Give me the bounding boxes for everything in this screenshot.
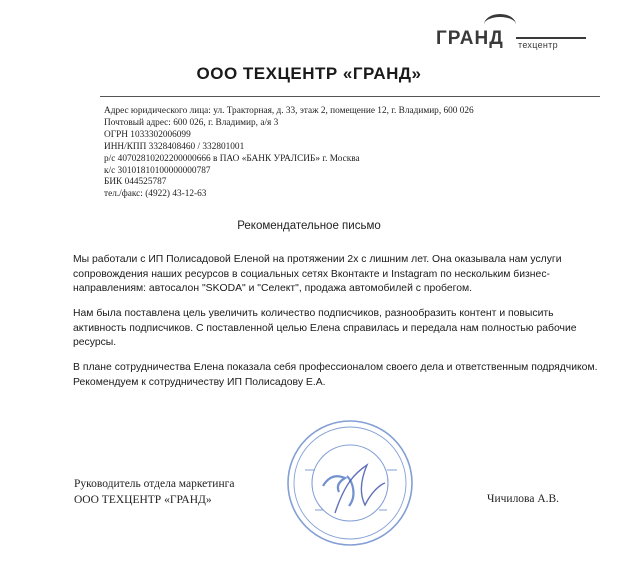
company-seal-stamp — [285, 418, 415, 548]
requisite-line: Адрес юридического лица: ул. Тракторная, д. 33, этаж 2, помещение 12, г. Владимир, 600 026 — [104, 106, 474, 116]
letterhead-divider — [100, 96, 600, 97]
logo-sub-text: техцентр — [518, 40, 558, 50]
letter-paragraph: Мы работали с ИП Полисадовой Еленой на протяжении 2х с лишним лет. Она оказывала нам услуги сопровождения наших ресурсов в социальных сетях Вконтакте и Instagram по нескольким бизнес-направлениям: автосалон "SKODA" и "Селект", продажа автомобилей с пробегом. — [73, 254, 562, 295]
stamp-logo-mark — [323, 476, 353, 506]
company-requisites — [104, 106, 544, 201]
signatory-company: ООО ТЕХЦЕНТР «ГРАНД» — [74, 494, 212, 506]
letter-paragraph: В плане сотрудничества Елена показала себя профессионалом своего дела и ответственным подрядчиком. Рекомендуем к сотрудничеству ИП Полисадову Е.А. — [73, 362, 598, 388]
requisite-line: БИК 044525787 — [104, 177, 167, 188]
requisite-line: Почтовый адрес: 600 026, г. Владимир, а/я 3 — [104, 117, 279, 128]
requisite-line: ОГРН 1033302006099 — [104, 129, 191, 140]
letter-title: Рекомендательное письмо — [237, 220, 381, 232]
signatory-name: Чичилова А.В. — [487, 493, 560, 505]
requisite-line: к/с 30101810100000000787 — [104, 165, 211, 176]
requisite-line: р/с 40702810202200000666 в ПАО «БАНК УРАЛСИБ» г. Москва — [104, 153, 360, 164]
requisite-line: ИНН/КПП 3328408460 / 332801001 — [104, 141, 245, 152]
letter-paragraph: Нам была поставлена цель увеличить количество подписчиков, разнообразить контент и повысить активность подписчиков. С поставленной целью Елена справилась и передала нам полностью рабочие ресурсы. — [73, 308, 577, 349]
company-logo — [436, 14, 586, 58]
letterhead-company-name: ООО ТЕХЦЕНТР «ГРАНД» — [196, 64, 422, 83]
requisite-line: тел./факс: (4922) 43-12-63 — [104, 189, 207, 200]
signatory-position: Руководитель отдела маркетинга — [74, 478, 235, 490]
logo-main-text: ГРАНД — [436, 28, 504, 49]
signatory-block — [74, 476, 234, 508]
logo-bar-shape — [516, 37, 586, 39]
handwritten-signature-mark — [335, 465, 385, 513]
